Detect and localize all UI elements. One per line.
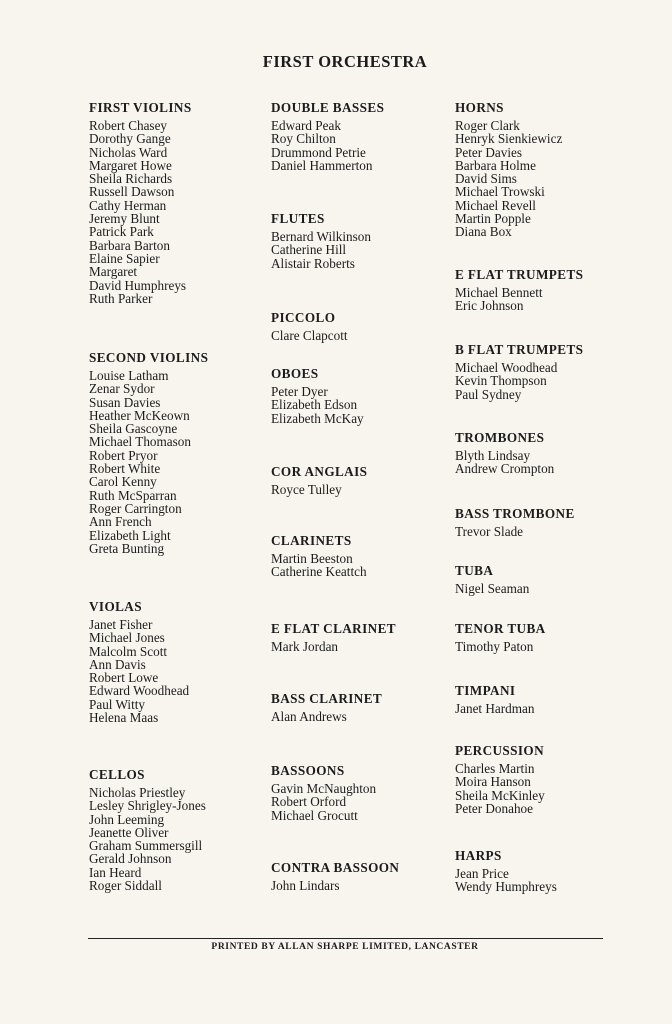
member-name: Jean Price xyxy=(455,866,509,881)
section-horns xyxy=(455,100,655,239)
member-name: Roger Clark xyxy=(455,118,520,133)
member-name: Dorothy Gange xyxy=(89,131,171,147)
member-name: Janet Fisher xyxy=(89,617,153,632)
section-heading: B FLAT TRUMPETS xyxy=(455,342,584,357)
section-heading: TROMBONES xyxy=(455,430,545,445)
member-name: David Sims xyxy=(455,171,517,187)
member-name: Malcolm Scott xyxy=(89,643,168,659)
section-bassoons xyxy=(271,763,471,822)
member-name: Lesley Shrigley-Jones xyxy=(89,798,206,814)
member-list xyxy=(455,640,655,653)
member-name: Sheila Gascoyne xyxy=(89,421,178,437)
member-name: Daniel Hammerton xyxy=(271,157,373,173)
member-name: Jeanette Oliver xyxy=(89,824,169,840)
member-name: Andrew Crompton xyxy=(455,461,555,477)
member-name: Russell Dawson xyxy=(89,184,175,200)
section-heading: SECOND VIOLINS xyxy=(89,350,209,365)
member-list xyxy=(455,702,655,715)
footer-divider xyxy=(88,938,603,939)
section-timpani xyxy=(455,683,655,715)
member-name: Robert Chasey xyxy=(89,118,168,133)
member-name: Elaine Sapier xyxy=(89,250,160,266)
member-name: Diana Box xyxy=(455,224,512,240)
section-b-flat-trumpets xyxy=(455,342,655,401)
section-heading: TUBA xyxy=(455,563,494,578)
member-name: Martin Beeston xyxy=(271,551,353,566)
section-heading: COR ANGLAIS xyxy=(271,464,368,479)
member-list xyxy=(89,119,289,305)
section-heading: BASS TROMBONE xyxy=(455,506,575,521)
member-name: Michael Revell xyxy=(455,197,536,213)
member-list xyxy=(455,119,655,239)
section-second-violins xyxy=(89,350,289,555)
member-name: Edward Peak xyxy=(271,118,341,133)
member-list xyxy=(455,361,655,401)
section-contra-bassoon xyxy=(271,860,471,892)
section-piccolo xyxy=(271,310,471,342)
member-list xyxy=(271,329,471,342)
section-heading: HORNS xyxy=(455,100,504,115)
member-name: Paul Sydney xyxy=(455,386,522,402)
member-list xyxy=(271,640,471,653)
section-heading: DOUBLE BASSES xyxy=(271,100,385,115)
member-name: Martin Popple xyxy=(455,211,531,227)
member-list xyxy=(455,286,655,313)
member-name: Mark Jordan xyxy=(271,639,339,654)
section-violas xyxy=(89,599,289,724)
member-name: Wendy Humphreys xyxy=(455,879,557,895)
member-name: Margaret xyxy=(89,264,138,280)
member-name: Ruth McSparran xyxy=(89,487,177,503)
member-list xyxy=(455,867,655,894)
member-list xyxy=(271,119,471,172)
section-heading: CONTRA BASSOON xyxy=(271,860,400,875)
member-name: Michael Jones xyxy=(89,630,165,646)
section-e-flat-trumpets xyxy=(455,267,655,313)
member-name: Louise Latham xyxy=(89,368,169,383)
member-name: Elizabeth Light xyxy=(89,527,171,543)
section-bass-clarinet xyxy=(271,691,471,723)
section-heading: BASSOONS xyxy=(271,763,345,778)
member-name: Robert Pryor xyxy=(89,447,158,463)
member-name: Timothy Paton xyxy=(455,639,534,654)
member-name: Robert Orford xyxy=(271,794,347,810)
member-name: Catherine Keattch xyxy=(271,564,367,580)
member-name: Robert White xyxy=(89,461,161,477)
section-harps xyxy=(455,848,655,894)
member-name: Nicholas Priestley xyxy=(89,785,186,800)
member-list xyxy=(271,483,471,496)
section-clarinets xyxy=(271,533,471,579)
member-name: Peter Davies xyxy=(455,144,523,160)
section-heading: PICCOLO xyxy=(271,310,336,325)
member-name: Graham Summersgill xyxy=(89,838,203,854)
member-name: Paul Witty xyxy=(89,696,146,712)
member-name: Clare Clapcott xyxy=(271,328,348,343)
section-e-flat-clarinet xyxy=(271,621,471,653)
member-name: Greta Bunting xyxy=(89,540,165,556)
member-list xyxy=(89,618,289,724)
member-name: David Humphreys xyxy=(89,277,187,293)
member-name: Elizabeth McKay xyxy=(271,410,364,426)
member-name: Susan Davies xyxy=(89,394,161,410)
section-cor-anglais xyxy=(271,464,471,496)
section-cellos xyxy=(89,767,289,892)
section-oboes xyxy=(271,366,471,425)
member-list xyxy=(271,552,471,579)
member-name: Trevor Slade xyxy=(455,524,524,539)
member-name: Nicholas Ward xyxy=(89,144,168,160)
member-list xyxy=(455,582,655,595)
member-list xyxy=(271,710,471,723)
member-name: Barbara Holme xyxy=(455,157,536,173)
section-heading: OBOES xyxy=(271,366,319,381)
section-first-violins xyxy=(89,100,289,305)
section-heading: FLUTES xyxy=(271,211,325,226)
member-list xyxy=(455,449,655,476)
section-trombones xyxy=(455,430,655,476)
section-tenor-tuba xyxy=(455,621,655,653)
section-percussion xyxy=(455,743,655,815)
member-name: Elizabeth Edson xyxy=(271,397,358,413)
section-heading: E FLAT TRUMPETS xyxy=(455,267,584,282)
section-heading: CELLOS xyxy=(89,767,145,782)
member-name: Edward Woodhead xyxy=(89,683,190,699)
member-name: Jeremy Blunt xyxy=(89,211,160,227)
member-list xyxy=(455,525,655,538)
member-name: Henryk Sienkiewicz xyxy=(455,131,563,147)
member-name: Sheila Richards xyxy=(89,171,173,187)
member-name: Helena Maas xyxy=(89,710,159,726)
member-name: John Leeming xyxy=(89,811,165,827)
member-name: Robert Lowe xyxy=(89,670,159,686)
section-heading: VIOLAS xyxy=(89,599,142,614)
member-list xyxy=(455,762,655,815)
section-tuba xyxy=(455,563,655,595)
section-heading: FIRST VIOLINS xyxy=(89,100,192,115)
member-list xyxy=(271,385,471,425)
member-name: Charles Martin xyxy=(455,761,535,776)
member-name: Margaret Howe xyxy=(89,157,172,173)
member-name: Moira Hanson xyxy=(455,774,531,790)
member-name: Roger Carrington xyxy=(89,500,182,516)
section-flutes xyxy=(271,211,471,270)
section-double-basses xyxy=(271,100,471,172)
member-name: Royce Tulley xyxy=(271,482,342,497)
member-list xyxy=(271,879,471,892)
section-heading: TIMPANI xyxy=(455,683,516,698)
member-name: Roger Siddall xyxy=(89,878,162,894)
member-name: Ann Davis xyxy=(89,656,146,672)
member-name: Cathy Herman xyxy=(89,197,167,213)
member-list xyxy=(89,786,289,892)
member-list xyxy=(271,782,471,822)
member-name: Gavin McNaughton xyxy=(271,781,377,796)
section-bass-trombone xyxy=(455,506,655,538)
member-name: Roy Chilton xyxy=(271,131,336,147)
member-name: Alan Andrews xyxy=(271,709,347,724)
member-name: Michael Thomason xyxy=(89,434,191,450)
section-heading: PERCUSSION xyxy=(455,743,545,758)
section-heading: E FLAT CLARINET xyxy=(271,621,396,636)
member-name: Bernard Wilkinson xyxy=(271,229,371,244)
member-name: Gerald Johnson xyxy=(89,851,172,867)
section-heading: HARPS xyxy=(455,848,502,863)
printer-credit: PRINTED BY ALLAN SHARPE LIMITED, LANCASTER xyxy=(211,942,479,952)
member-name: Barbara Barton xyxy=(89,237,170,253)
member-name: Zenar Sydor xyxy=(89,381,155,397)
member-name: Michael Trowski xyxy=(455,184,545,200)
member-name: Alistair Roberts xyxy=(271,255,355,271)
member-name: Heather McKeown xyxy=(89,407,190,423)
page-title: FIRST ORCHESTRA xyxy=(262,52,428,71)
member-name: Michael Bennett xyxy=(455,285,543,300)
member-name: John Lindars xyxy=(271,878,340,893)
member-name: Peter Donahoe xyxy=(455,800,533,816)
member-list xyxy=(271,230,471,270)
member-name: Peter Dyer xyxy=(271,384,328,399)
member-name: Drummond Petrie xyxy=(271,144,366,160)
member-name: Carol Kenny xyxy=(89,474,157,490)
member-list xyxy=(89,369,289,555)
member-name: Michael Grocutt xyxy=(271,807,358,823)
section-heading: CLARINETS xyxy=(271,533,352,548)
member-name: Kevin Thompson xyxy=(455,373,547,389)
member-name: Eric Johnson xyxy=(455,298,524,314)
section-heading: BASS CLARINET xyxy=(271,691,383,706)
member-name: Janet Hardman xyxy=(455,701,535,716)
member-name: Nigel Seaman xyxy=(455,581,530,596)
member-name: Blyth Lindsay xyxy=(455,448,531,463)
member-name: Michael Woodhead xyxy=(455,360,558,375)
member-name: Ian Heard xyxy=(89,864,142,880)
member-name: Patrick Park xyxy=(89,224,154,240)
member-name: Sheila McKinley xyxy=(455,787,545,803)
section-heading: TENOR TUBA xyxy=(455,621,546,636)
member-name: Catherine Hill xyxy=(271,242,347,258)
member-name: Ann French xyxy=(89,514,152,530)
member-name: Ruth Parker xyxy=(89,290,153,306)
